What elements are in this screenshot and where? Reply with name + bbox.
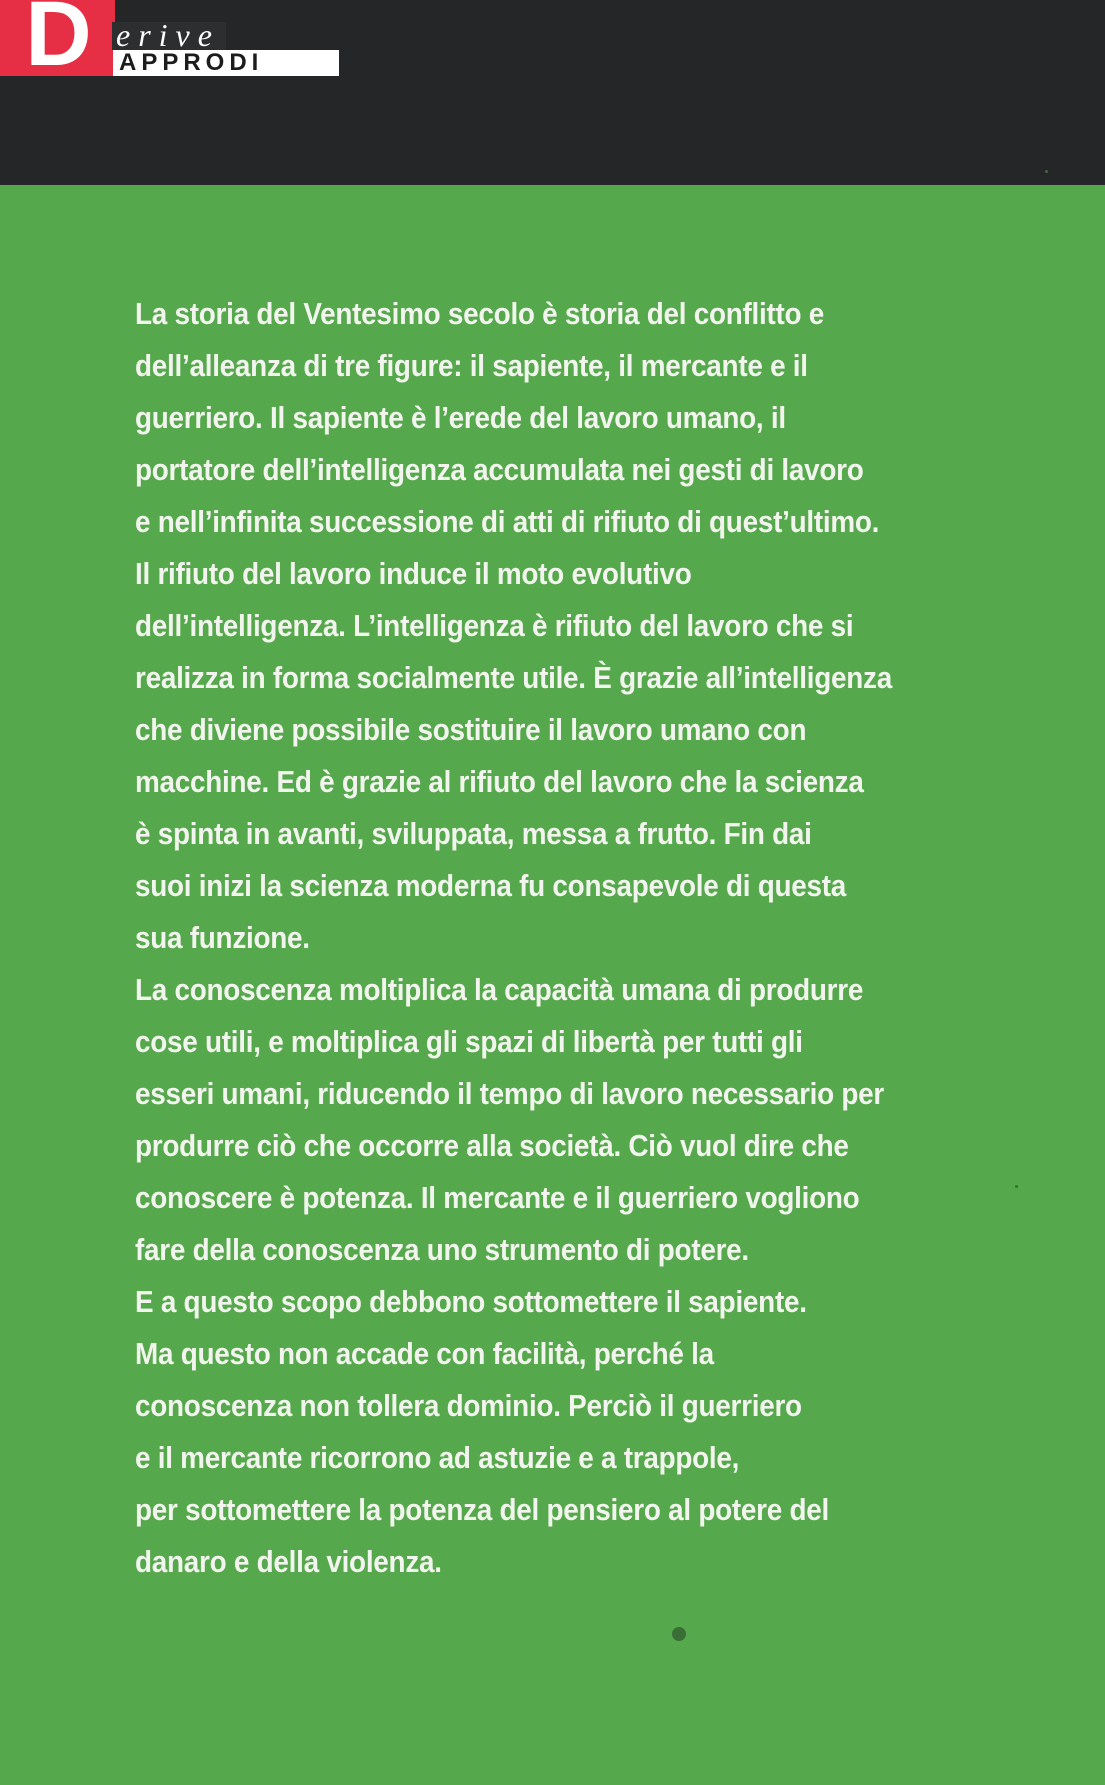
blurb-line: portatore dell’intelligenza accumulata nei gesti di lavoro	[135, 452, 864, 487]
blurb-line: La conoscenza moltiplica la capacità umana di produrre	[135, 972, 864, 1007]
blurb-line: dell’intelligenza. L’intelligenza è rifiuto del lavoro che si	[135, 608, 854, 643]
publisher-logo	[0, 0, 340, 85]
logo-letter: D	[25, 0, 90, 85]
blurb-line: fare della conoscenza uno strumento di potere.	[135, 1232, 749, 1267]
blurb-line: danaro e della violenza.	[135, 1544, 442, 1579]
logo-red-block	[0, 0, 115, 85]
blurb-line: sua funzione.	[135, 920, 310, 955]
blurb-line: è spinta in avanti, sviluppata, messa a frutto. Fin dai	[135, 816, 812, 851]
blurb-line: cose utili, e moltiplica gli spazi di libertà per tutti gli	[135, 1024, 803, 1059]
blurb-line: esseri umani, riducendo il tempo di lavoro necessario per	[135, 1076, 885, 1111]
paper-speck	[672, 1627, 686, 1641]
blurb-line: La storia del Ventesimo secolo è storia del conflitto e	[135, 296, 825, 331]
blurb-line: dell’alleanza di tre figure: il sapiente, il mercante e il	[135, 348, 808, 383]
blurb-text	[135, 288, 945, 1588]
top-dark-band	[0, 0, 1105, 185]
blurb-line: guerriero. Il sapiente è l’erede del lavoro umano, il	[135, 400, 786, 435]
paper-speck	[1015, 1185, 1018, 1188]
blurb-line: conoscenza non tollera dominio. Perciò il guerriero	[135, 1388, 802, 1423]
paper-speck	[1045, 170, 1048, 173]
logo-publisher-name: APPRODI	[113, 50, 339, 76]
blurb-line: per sottomettere la potenza del pensiero al potere del	[135, 1492, 829, 1527]
blurb-line: Il rifiuto del lavoro induce il moto evolutivo	[135, 556, 692, 591]
blurb-line: conoscere è potenza. Il mercante e il guerriero vogliono	[135, 1180, 860, 1215]
blurb-line: macchine. Ed è grazie al rifiuto del lavoro che la scienza	[135, 764, 864, 799]
blurb-line: Ma questo non accade con facilità, perché la	[135, 1336, 714, 1371]
blurb-line: realizza in forma socialmente utile. È grazie all’intelligenza	[135, 660, 892, 695]
blurb-line: E a questo scopo debbono sottomettere il sapiente.	[135, 1284, 807, 1319]
blurb-line: produrre ciò che occorre alla società. Ciò vuol dire che	[135, 1128, 849, 1163]
blurb-line: che diviene possibile sostituire il lavoro umano con	[135, 712, 807, 747]
blurb-line: suoi inizi la scienza moderna fu consapevole di questa	[135, 868, 847, 903]
blurb-line: e il mercante ricorrono ad astuzie e a trappole,	[135, 1440, 740, 1475]
blurb-line: e nell’infinita successione di atti di rifiuto di quest’ultimo.	[135, 504, 880, 539]
logo-series-name: erive	[112, 22, 226, 50]
